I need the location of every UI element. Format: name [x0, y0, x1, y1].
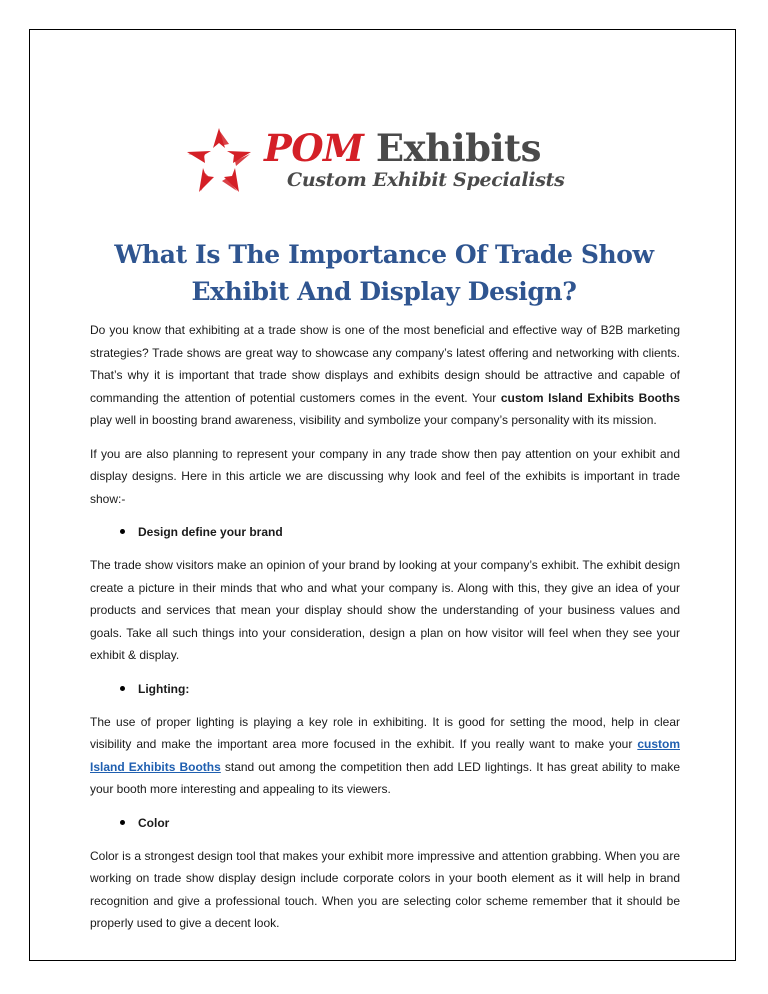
- intro-bold-phrase: custom Island Exhibits Booths: [500, 390, 680, 405]
- title-line-2: Exhibit And Display Design?: [191, 277, 577, 306]
- logo: [184, 126, 588, 196]
- second-paragraph: If you are also planning to represent your company in any trade show then pay attention on your exhibit and display designs. Here in this article we are discussing why look and feel of the exhibits is important in trade show:-: [90, 446, 680, 506]
- page-title: [90, 236, 678, 310]
- intro-text-a: Do you know that exhibiting at a trade show is one of the most beneficial and effective way of B2B marketing strategies? Trade shows are great way to showcase any company’s latest offering and networking with clients. That’s why it is important that trade show displays and exhibits design should be attractive and capable of commanding the attention of potential customers comes in the event. Your: [90, 323, 680, 405]
- bullet-label: Color: [138, 815, 170, 830]
- logo-tagline: Custom Exhibit Specialists: [287, 169, 565, 191]
- logo-brand-secondary: Exhibits: [375, 126, 541, 170]
- title-line-1: What Is The Importance Of Trade Show: [114, 240, 654, 269]
- intro-text-b: play well in boosting brand awareness, visibility and symbolize your company’s personality with its mission.: [90, 413, 657, 427]
- lighting-paragraph: [90, 711, 680, 801]
- logo-brand-primary: POM: [264, 126, 364, 170]
- bullet-icon: [120, 820, 125, 825]
- lighting-text-a: The use of proper lighting is playing a key role in exhibiting. It is good for setting the mood, help in clear visibility and make the important area more focused in the exhibit. If you really want to make your: [90, 714, 680, 751]
- intro-paragraph: [90, 319, 680, 432]
- island-exhibits-link[interactable]: custom Island Exhibits Booths: [90, 737, 680, 774]
- bullet-label: Design define your brand: [138, 525, 283, 539]
- bullet-color: [90, 812, 680, 834]
- bullet-icon: [120, 686, 125, 691]
- design-paragraph: The trade show visitors make an opinion of your brand by looking at your company’s exhibit. The exhibit design create a picture in their minds that who and what your company is. Along with this, they give an idea of your products and services that mean your display should show the understanding of your business values and goals. Take all such things into your consideration, design a plan on how visitor will feel when they see your exhibit & display.: [90, 558, 680, 662]
- color-paragraph: Color is a strongest design tool that makes your exhibit more impressive and attention grabbing. When you are working on trade show display design include corporate colors in your booth element as it will help in brand recognition and give a professional touch. When you are selecting color scheme remember that it should be properly used to give a decent look.: [90, 848, 680, 930]
- bullet-lighting: [90, 678, 680, 700]
- bullet-label: Lighting:: [138, 681, 190, 696]
- star-logo-icon: [184, 126, 254, 196]
- logo-wordmark: [264, 128, 541, 168]
- lighting-text-b: stand out among the competition then add LED lightings. It has great ability to make your booth more interesting and appealing to its viewers.: [90, 759, 680, 796]
- article-body: [90, 319, 680, 946]
- bullet-design: [90, 521, 680, 543]
- bullet-icon: [120, 529, 125, 534]
